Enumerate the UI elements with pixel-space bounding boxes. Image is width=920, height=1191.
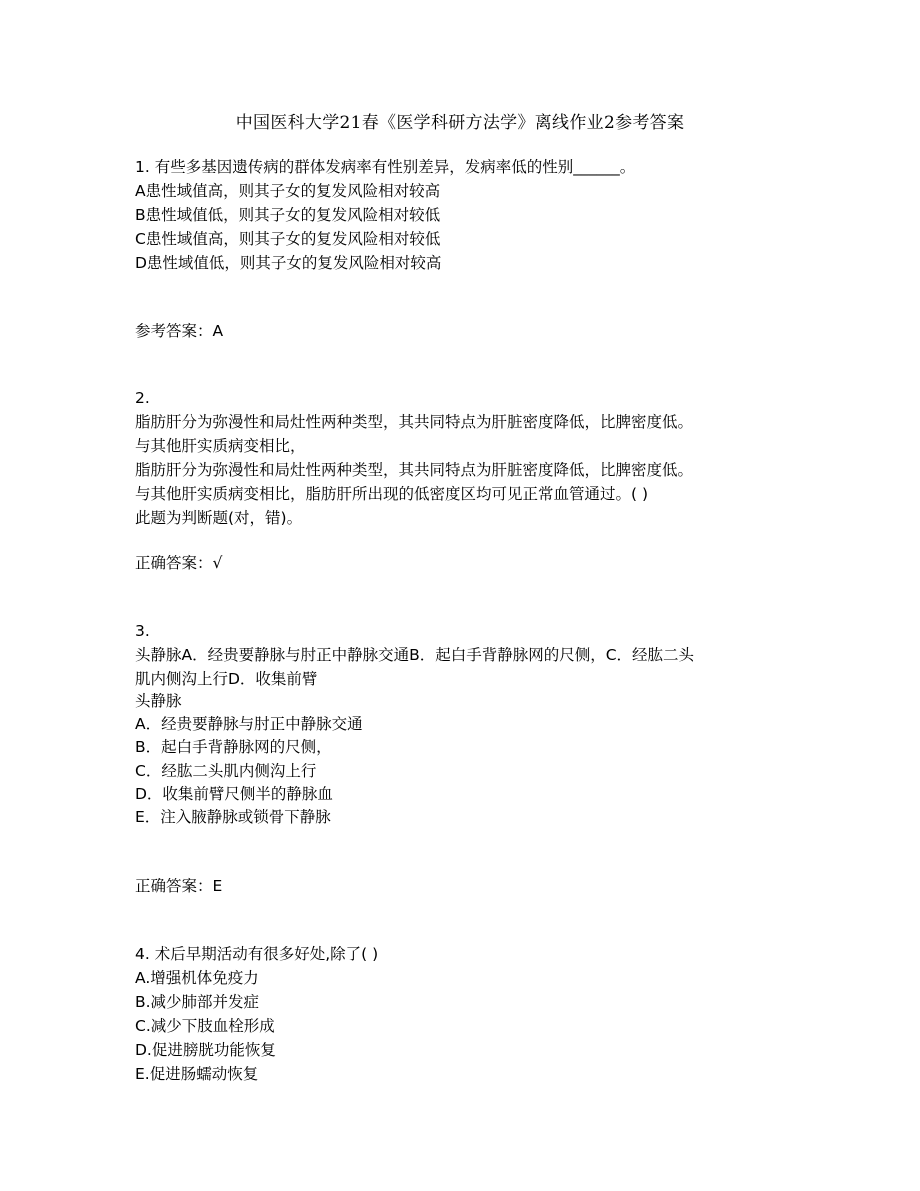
- q1-option-c: C患性域值高，则其子女的复发风险相对较低: [135, 230, 441, 248]
- q2-answer: 正确答案：√: [135, 554, 223, 572]
- q1-stem: 1. 有些多基因遗传病的群体发病率有性别差异，发病率低的性别______。: [135, 158, 636, 176]
- q2-line-2: 与其他肝实质病变相比，: [135, 437, 306, 455]
- q1-option-a: A患性域值高，则其子女的复发风险相对较高: [135, 182, 441, 200]
- q4-option-a: A.增强机体免疫力: [135, 969, 259, 987]
- q3-option-c: C．经肱二头肌内侧沟上行: [135, 762, 317, 780]
- q3-option-d: D．收集前臂尺侧半的静脉血: [135, 785, 333, 803]
- q3-number: 3.: [135, 622, 150, 640]
- q1-option-d: D患性域值低，则其子女的复发风险相对较高: [135, 254, 442, 272]
- q1-answer: 参考答案：A: [135, 322, 224, 340]
- q3-line-1: 头静脉A．经贵要静脉与肘正中静脉交通B．起白手背静脉网的尺侧，C．经肱二头: [135, 646, 695, 664]
- q2-line-3: 脂肪肝分为弥漫性和局灶性两种类型，其共同特点为肝脏密度降低，比脾密度低。: [135, 461, 694, 479]
- q3-line-2: 肌内侧沟上行D．收集前臂: [135, 670, 318, 688]
- q3-option-a: A．经贵要静脉与肘正中静脉交通: [135, 715, 363, 733]
- q2-line-1: 脂肪肝分为弥漫性和局灶性两种类型，其共同特点为肝脏密度降低，比脾密度低。: [135, 413, 694, 431]
- q2-line-5: 此题为判断题(对，错)。: [135, 509, 303, 527]
- q3-answer: 正确答案：E: [135, 877, 223, 895]
- q2-line-4: 与其他肝实质病变相比，脂肪肝所出现的低密度区均可见正常血管通过。( ): [135, 485, 649, 503]
- q4-option-d: D.促进膀胱功能恢复: [135, 1041, 276, 1059]
- q3-option-e: E．注入腋静脉或锁骨下静脉: [135, 808, 331, 826]
- q3-option-b: B．起白手背静脉网的尺侧，: [135, 738, 332, 756]
- q3-line-3: 头静脉: [135, 692, 182, 710]
- q4-option-b: B.减少肺部并发症: [135, 993, 260, 1011]
- q1-option-b: B患性域值低，则其子女的复发风险相对较低: [135, 206, 441, 224]
- q4-option-e: E.促进肠蠕动恢复: [135, 1065, 259, 1083]
- q4-option-c: C.减少下肢血栓形成: [135, 1017, 275, 1035]
- document-title: 中国医科大学21春《医学科研方法学》离线作业2参考答案: [235, 113, 685, 133]
- q2-number: 2.: [135, 389, 150, 407]
- q4-stem: 4. 术后早期活动有很多好处,除了( ): [135, 945, 379, 963]
